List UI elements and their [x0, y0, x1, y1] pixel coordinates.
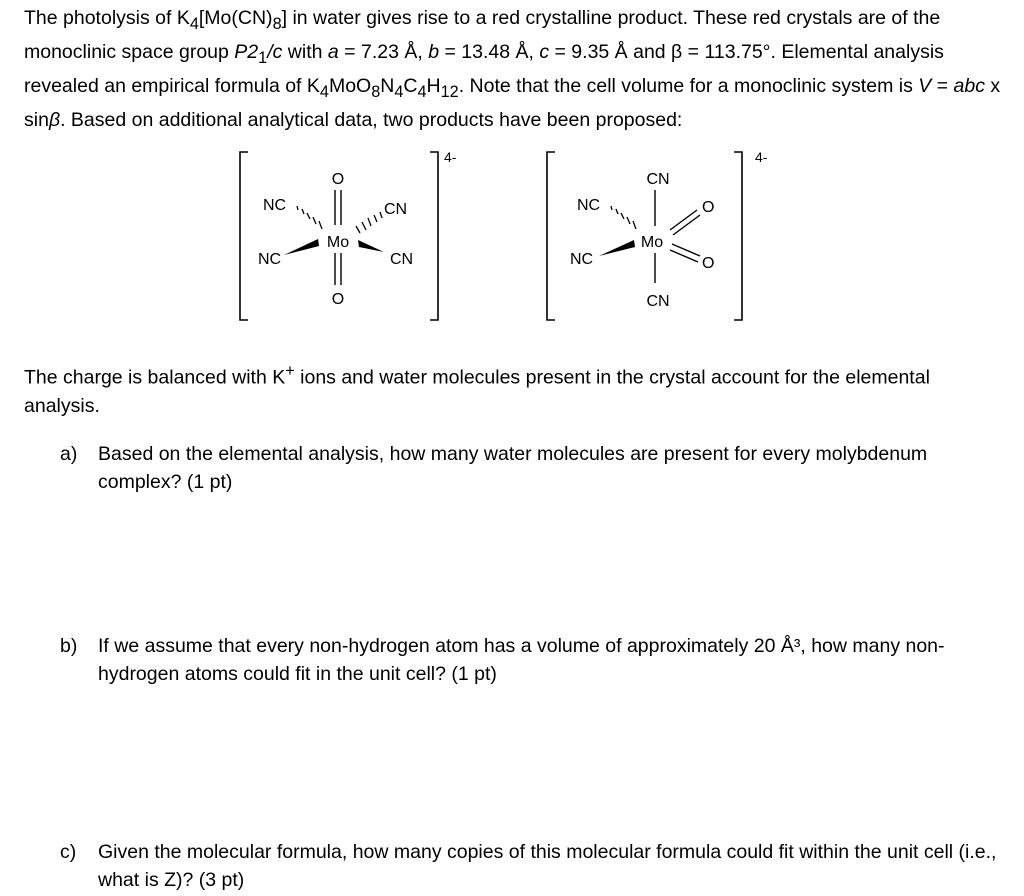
metal-label: Mo: [640, 234, 664, 251]
cn-hashed-label: CN: [384, 201, 408, 218]
wedge-bond-right: [358, 240, 384, 252]
hashed-bond-right: [356, 212, 382, 233]
question-text: If we assume that every non-hydrogen atom has a volume of approximately 20 Å³, how many non-hydrogen atoms could fit in the unit cell? (1 pt): [98, 635, 945, 685]
right-bracket: [430, 152, 438, 320]
charge-label: 4-: [444, 149, 457, 165]
proposed-structures: [0, 140, 1024, 340]
nc-wedge-label: NC: [258, 251, 282, 268]
cn-bottom-label: CN: [646, 293, 670, 310]
question-label: b): [60, 635, 78, 657]
question-text: Given the molecular formula, how many copies of this molecular formula could fit within the unit cell (i.e., what is Z)? (3 pt): [98, 841, 997, 891]
nc-hashed-label: NC: [263, 197, 287, 214]
structure-1: [240, 149, 457, 320]
hashed-bond-left: [297, 206, 322, 229]
question-label: a): [60, 443, 78, 465]
cn-top-label: CN: [646, 171, 670, 188]
oxo-lower-label: O: [702, 255, 715, 272]
question-text: Based on the elemental analysis, how many water molecules are present for every molybdenum complex? (1 pt): [98, 443, 928, 493]
oxo-bottom-label: O: [331, 291, 345, 308]
oxo-upper-label: O: [702, 199, 715, 216]
nc-hashed-label: NC: [577, 197, 601, 214]
hashed-bond: [611, 206, 636, 229]
oxo-top-label: O: [331, 171, 345, 188]
left-bracket: [240, 152, 248, 320]
right-bracket: [734, 152, 742, 320]
intro-paragraph: The photolysis of $K_4[Mo(CN)_8]$ in water gives rise to a red crystalline product. These red crystals are of the monoclinic space group $P2_1/c$ with a = 7.23 Å, b = 13.48 Å, c = 9.35 Å and β = 113.75°. Elemental analysis revealed an empirical formula of $K_4MoO_8N_4C_4H_{12}$. Note that the cell volume for a monoclinic system is V = abc x sinβ. Based on additional analytical data, two products have been proposed:: [24, 7, 1001, 131]
nc-wedge-label: NC: [570, 251, 594, 268]
cn-wedge-label: CN: [390, 251, 414, 268]
charge-balance-paragraph: The charge is balanced with K+ ions and water molecules present in the crystal account for the elemental analysis.: [24, 362, 930, 417]
metal-label: Mo: [326, 234, 350, 251]
wedge-bond: [599, 240, 635, 256]
wedge-bond-left: [284, 239, 319, 255]
left-bracket: [547, 152, 555, 320]
structure-2: [547, 149, 768, 320]
charge-label: 4-: [755, 149, 768, 165]
question-label: c): [60, 841, 77, 863]
